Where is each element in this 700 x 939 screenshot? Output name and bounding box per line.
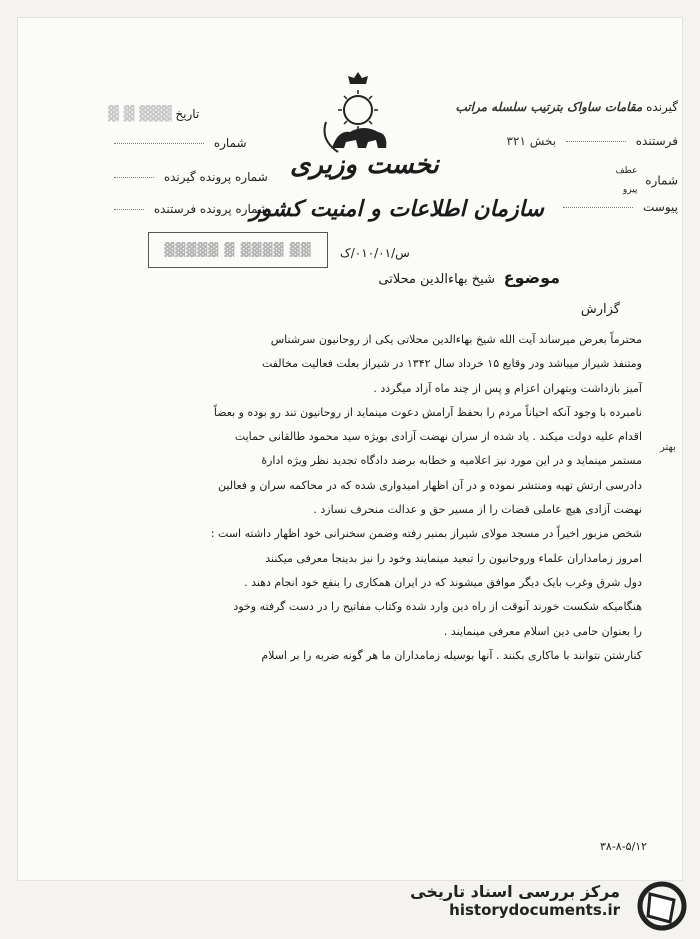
margin-note: بهتر [660, 442, 676, 453]
body-line: مستمر مینماید و در این مورد نیز اعلامیه و خطابه برضد دادگاه تجدید نظر ویژه ادارۀ [261, 454, 642, 468]
body-line: محترماً بعرض میرساند آیت الله شیخ بهاءالدین محلاتی یکی از روحانیون سرشناس [270, 333, 642, 346]
lion-and-sun-emblem-icon [318, 70, 398, 160]
body-line: را بعنوان حامی دین اسلام معرفی مینمایند . [443, 624, 642, 638]
body-line: دول شرق وغرب بایک دیگر موافق میشوند که در ایران همکاری را بنفع خود انجام دهند . [244, 575, 642, 589]
date-stamp: ▓▓▓ ▓ ▓ [108, 106, 172, 122]
organization-title: سازمان اطلاعات و امنیت کشور [250, 196, 544, 222]
ministry-title: نخست وزیری [290, 150, 439, 180]
watermark-url: historydocuments.ir [449, 901, 620, 919]
sender-file-row [108, 202, 268, 216]
attachment-label: پیوست [643, 200, 678, 214]
body-line: شخص مزبور اخیراً در مسجد مولای شیراز بمنبر رفته وضمن سخنرانی خود اظهار داشته است : [210, 527, 642, 541]
report-body [30, 328, 642, 668]
number-left-label: شماره [213, 136, 247, 150]
atf-label: عطف [615, 166, 638, 176]
body-line: اقدام علیه دولت میکند . یاد شده از سران نهضت آزادی بویژه سید محمود طالقانی حمایت [234, 430, 642, 444]
sender-label: فرستنده [635, 134, 678, 148]
report-title: گزارش [580, 302, 620, 317]
body-line: آمیز بازداشت وبتهران اعزام و پس از چند ماه آزاد میگردد . [373, 381, 642, 395]
subject-label: موضوع [503, 268, 560, 287]
document-code: ۳۸-۸-۵/۱۲ [600, 840, 648, 853]
body-line: نامبرده با وجود آنکه احیاناً مردم را بحفظ آرامش دعوت مینماید از روحانیون تند رو بوده و بعضاً [213, 405, 642, 419]
body-line: امروز زمامداران علماء وروحانیون را تبعید مینمایند وخود را نیز بدینجا معرفی میکنند [265, 551, 642, 565]
attachment-row [557, 200, 678, 214]
recipient-value: مقامات ساواک بترتیب سلسله مراتب [455, 100, 643, 114]
redacted-stamp-box [148, 232, 328, 268]
body-line: ومتنفذ شیراز میباشد ودر وقایع ۱۵ خرداد سال ۱۳۴۲ در شیراز بعلت فعالیت مخالفت [261, 357, 642, 371]
recipient-label: گیرنده [646, 100, 678, 114]
watermark-title: مرکز بررسی اسناد تاریخی [410, 882, 620, 901]
body-line: دادرسی ارتش تهیه ومنتشر نموده و در آن اظهار امیدواری شده که در محاکمه سران و فعالین [218, 478, 642, 492]
recipient-file-row [108, 170, 268, 184]
date-label: تاریخ [175, 107, 200, 121]
sender-row [507, 134, 678, 148]
sender-file-label: شماره پرونده فرستنده [153, 202, 269, 216]
redacted-stamp: ▓▓ ▓▓▓▓ ▓ ▓▓▓▓▓ [164, 242, 312, 258]
reference-code: س/۰۱۰/۰۱/ک [340, 246, 410, 260]
subject-value: شیخ بهاءالدین محلاتی [378, 272, 495, 287]
archive-watermark [408, 880, 690, 932]
body-line: نهضت آزادی هیچ عاملی قضات را از مسیر حق و عدالت منحرف نسازد . [313, 503, 642, 517]
piro-label: پیرو [622, 185, 638, 195]
archive-logo-icon [634, 880, 690, 932]
body-line: هنگامیکه شکست خورند آنوقت از راه دین وارد شده وکتاب مفاتیح را در دست گرفته وخود [233, 600, 642, 614]
number-right-row [615, 166, 678, 196]
recipient-row [455, 100, 678, 114]
number-left-row [108, 136, 247, 150]
number-right-label: شماره [645, 173, 678, 188]
body-line: کنارشتن نتوانند با ماکاری بکنند . آنها بوسیله زمامداران ما هر گونه ضربه را بر اسلام [261, 648, 642, 662]
sender-value: بخش ۳۲۱ [506, 134, 557, 148]
date-row [108, 106, 199, 122]
recipient-file-label: شماره پرونده گیرنده [163, 170, 268, 184]
